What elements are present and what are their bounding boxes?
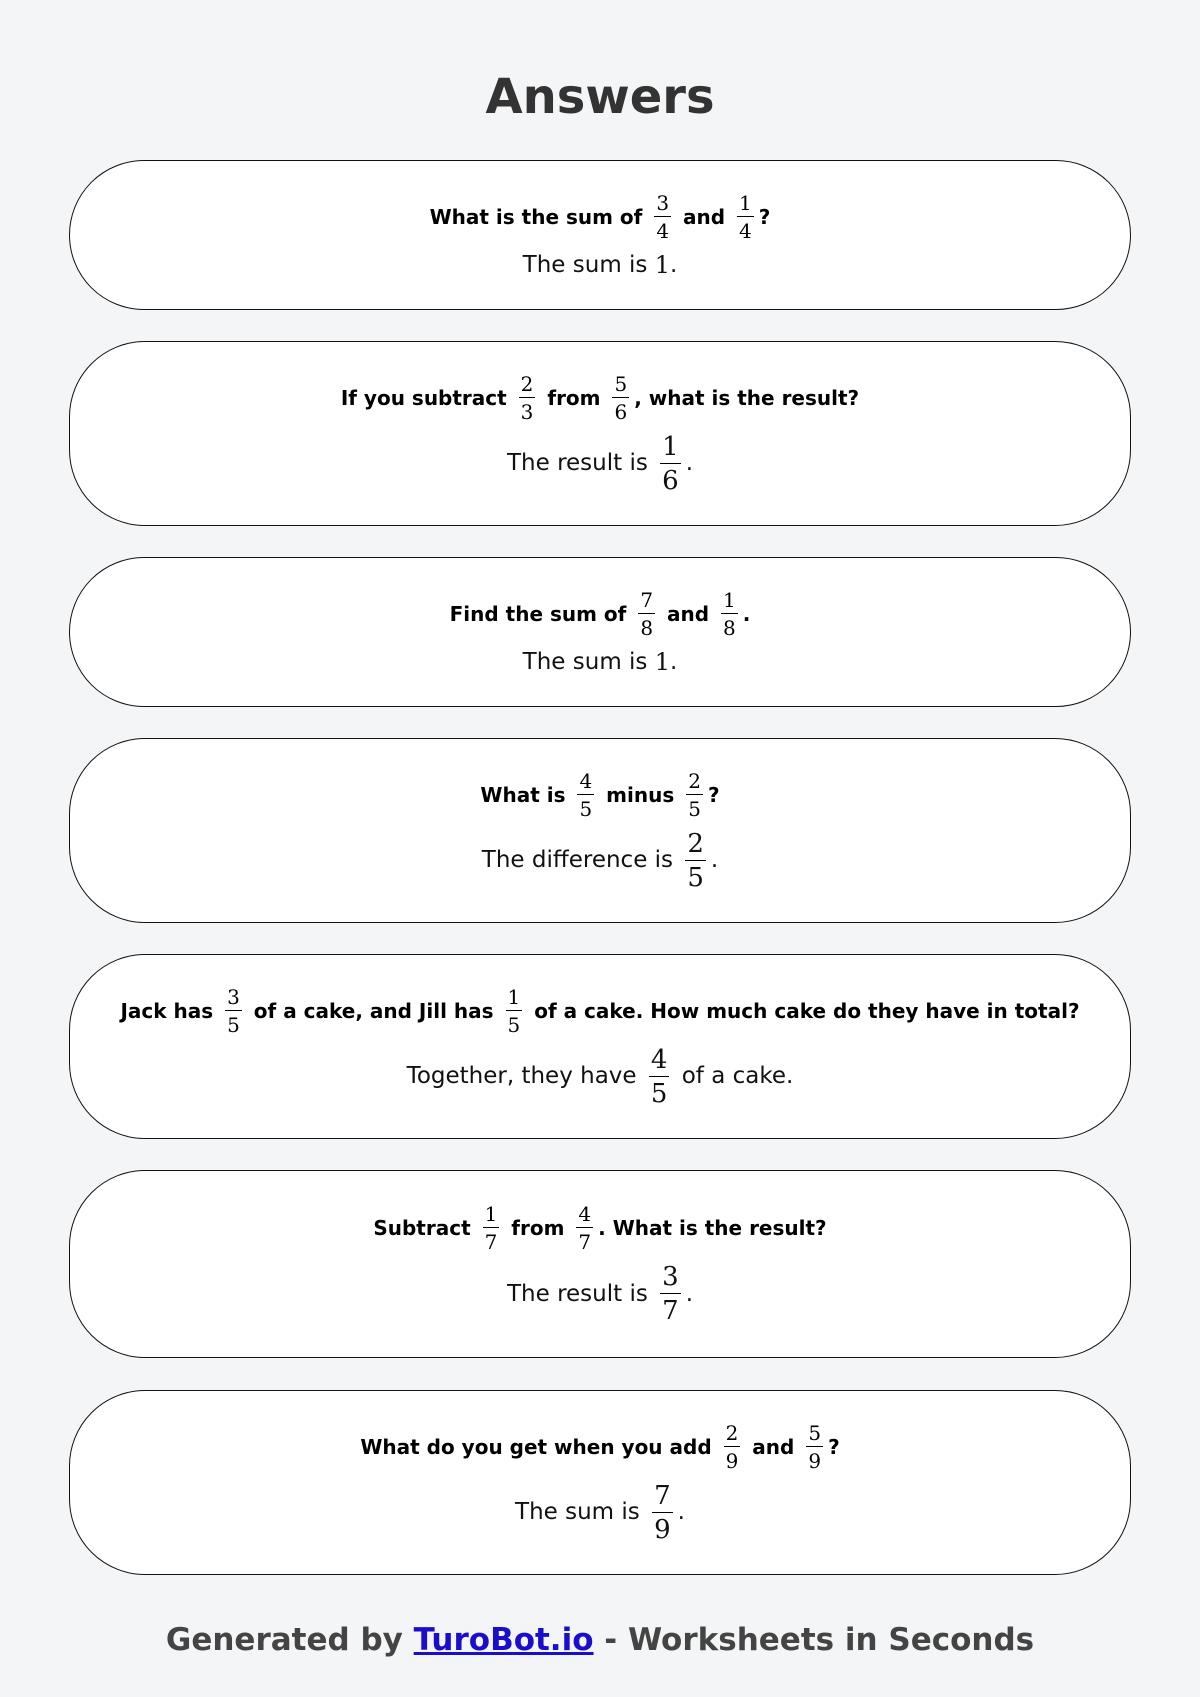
- fraction: [660, 1264, 681, 1324]
- footer: [0, 1620, 1200, 1660]
- answer-card: [69, 1170, 1131, 1358]
- answer-text: [506, 431, 693, 496]
- fraction-numerator: 1: [662, 431, 679, 462]
- fraction: [737, 193, 754, 241]
- text-segment: The result is: [506, 450, 656, 476]
- text-segment: and: [745, 1434, 802, 1459]
- fraction-denominator: 8: [723, 616, 736, 640]
- fraction: [685, 828, 706, 893]
- answer-card: [69, 738, 1131, 923]
- fraction-denominator: 5: [687, 862, 704, 893]
- text-segment: Find the sum of: [449, 602, 634, 626]
- text-segment: .: [670, 251, 678, 278]
- text-segment: .: [742, 602, 751, 626]
- question-text: [430, 193, 771, 241]
- fraction: [577, 768, 594, 821]
- fraction-denominator: 7: [578, 1230, 592, 1254]
- text-segment: , what is the result?: [634, 385, 860, 410]
- math-number: 1: [654, 648, 671, 676]
- turobot-link[interactable]: TuroBot.io: [413, 1622, 594, 1658]
- text-segment: ?: [707, 782, 720, 807]
- fraction: [654, 193, 671, 241]
- fraction-denominator: 9: [808, 1448, 822, 1473]
- fraction-denominator: 8: [640, 616, 654, 640]
- fraction-denominator: 5: [579, 796, 593, 821]
- question-text: [480, 768, 720, 821]
- question-text: [373, 1204, 826, 1252]
- text-segment: .: [670, 648, 678, 675]
- text-segment: What is: [480, 782, 573, 807]
- answer-card: [69, 557, 1131, 707]
- fraction-denominator: 5: [650, 1078, 668, 1109]
- fraction-denominator: 6: [614, 399, 628, 424]
- answer-card: [69, 1390, 1131, 1575]
- fraction: [612, 371, 629, 424]
- fraction-numerator: 4: [578, 1202, 592, 1226]
- fraction-denominator: 7: [662, 1296, 679, 1326]
- fraction-numerator: 1: [507, 984, 521, 1009]
- text-segment: from: [504, 1216, 572, 1240]
- answer-text: [406, 1044, 794, 1109]
- fraction: [519, 371, 536, 424]
- footer-prefix: Generated by: [165, 1622, 414, 1658]
- fraction-numerator: 2: [687, 828, 704, 859]
- text-segment: The sum is: [522, 648, 655, 675]
- page-title: Answers: [485, 69, 715, 125]
- fraction-denominator: 5: [507, 1012, 521, 1037]
- question-text: [120, 984, 1080, 1037]
- answer-card: [69, 341, 1131, 526]
- fraction-numerator: 3: [656, 191, 670, 215]
- text-segment: .: [685, 450, 693, 476]
- text-segment: Subtract: [373, 1216, 478, 1240]
- fraction-numerator: 1: [739, 191, 752, 215]
- text-segment: Together, they have: [406, 1063, 644, 1089]
- text-segment: .: [710, 847, 719, 873]
- fraction: [652, 1480, 673, 1545]
- fraction-numerator: 2: [520, 371, 534, 396]
- text-segment: ?: [758, 205, 771, 229]
- fraction-numerator: 1: [723, 588, 736, 612]
- fraction: [721, 590, 738, 638]
- fraction: [806, 1420, 823, 1473]
- text-segment: and: [676, 205, 733, 229]
- fraction-numerator: 7: [654, 1480, 671, 1511]
- fraction-denominator: 6: [662, 465, 679, 496]
- fraction-denominator: 3: [520, 399, 534, 424]
- fraction: [686, 768, 703, 821]
- text-segment: of a cake, and Jill has: [246, 998, 501, 1023]
- fraction-denominator: 5: [688, 796, 701, 821]
- text-segment: and: [660, 602, 717, 626]
- text-segment: The sum is: [522, 251, 655, 278]
- text-segment: What is the sum of: [429, 205, 650, 229]
- answer-card: [69, 160, 1131, 310]
- answer-card: [69, 954, 1131, 1139]
- fraction: [638, 590, 655, 638]
- fraction-numerator: 4: [579, 768, 593, 793]
- text-segment: The difference is: [481, 847, 681, 873]
- fraction-denominator: 4: [739, 219, 752, 243]
- text-segment: The result is: [506, 1280, 656, 1307]
- fraction-numerator: 4: [650, 1044, 668, 1075]
- fraction-numerator: 2: [688, 768, 701, 793]
- fraction-denominator: 5: [227, 1012, 240, 1037]
- question-text: [360, 1420, 840, 1473]
- text-segment: . What is the result?: [598, 1216, 827, 1240]
- text-segment: minus: [599, 782, 682, 807]
- text-segment: .: [677, 1499, 685, 1525]
- fraction-numerator: 5: [808, 1420, 822, 1445]
- math-number: 1: [654, 251, 671, 279]
- text-segment: What do you get when you add: [360, 1434, 719, 1459]
- fraction-numerator: 5: [614, 371, 628, 396]
- fraction-numerator: 7: [640, 588, 654, 612]
- answer-text: [523, 650, 678, 674]
- fraction: [225, 984, 242, 1037]
- text-segment: The sum is: [515, 1499, 648, 1525]
- fraction: [660, 431, 681, 496]
- footer-suffix: - Worksheets in Seconds: [593, 1622, 1035, 1658]
- answer-text: [523, 253, 678, 277]
- text-segment: of a cake.: [674, 1063, 794, 1089]
- fraction-denominator: 9: [654, 1514, 671, 1545]
- fraction: [724, 1420, 741, 1473]
- answer-text: [515, 1480, 685, 1545]
- fraction-numerator: 3: [662, 1262, 679, 1292]
- fraction-numerator: 3: [227, 984, 240, 1009]
- fraction-numerator: 1: [484, 1202, 498, 1226]
- fraction: [506, 984, 523, 1037]
- fraction: [576, 1204, 593, 1252]
- text-segment: Jack has: [120, 998, 221, 1023]
- text-segment: from: [540, 385, 608, 410]
- fraction-denominator: 7: [484, 1230, 498, 1254]
- question-text: [340, 371, 860, 424]
- answer-text: [481, 828, 719, 893]
- fraction: [649, 1044, 670, 1109]
- text-segment: of a cake. How much cake do they have in total?: [527, 998, 1080, 1023]
- fraction-denominator: 9: [725, 1448, 739, 1473]
- fraction-numerator: 2: [725, 1420, 739, 1445]
- text-segment: .: [685, 1280, 693, 1307]
- fraction: [483, 1204, 500, 1252]
- text-segment: ?: [828, 1434, 840, 1459]
- question-text: [450, 590, 751, 638]
- answer-text: [507, 1264, 693, 1324]
- text-segment: If you subtract: [340, 385, 514, 410]
- fraction-denominator: 4: [656, 219, 670, 243]
